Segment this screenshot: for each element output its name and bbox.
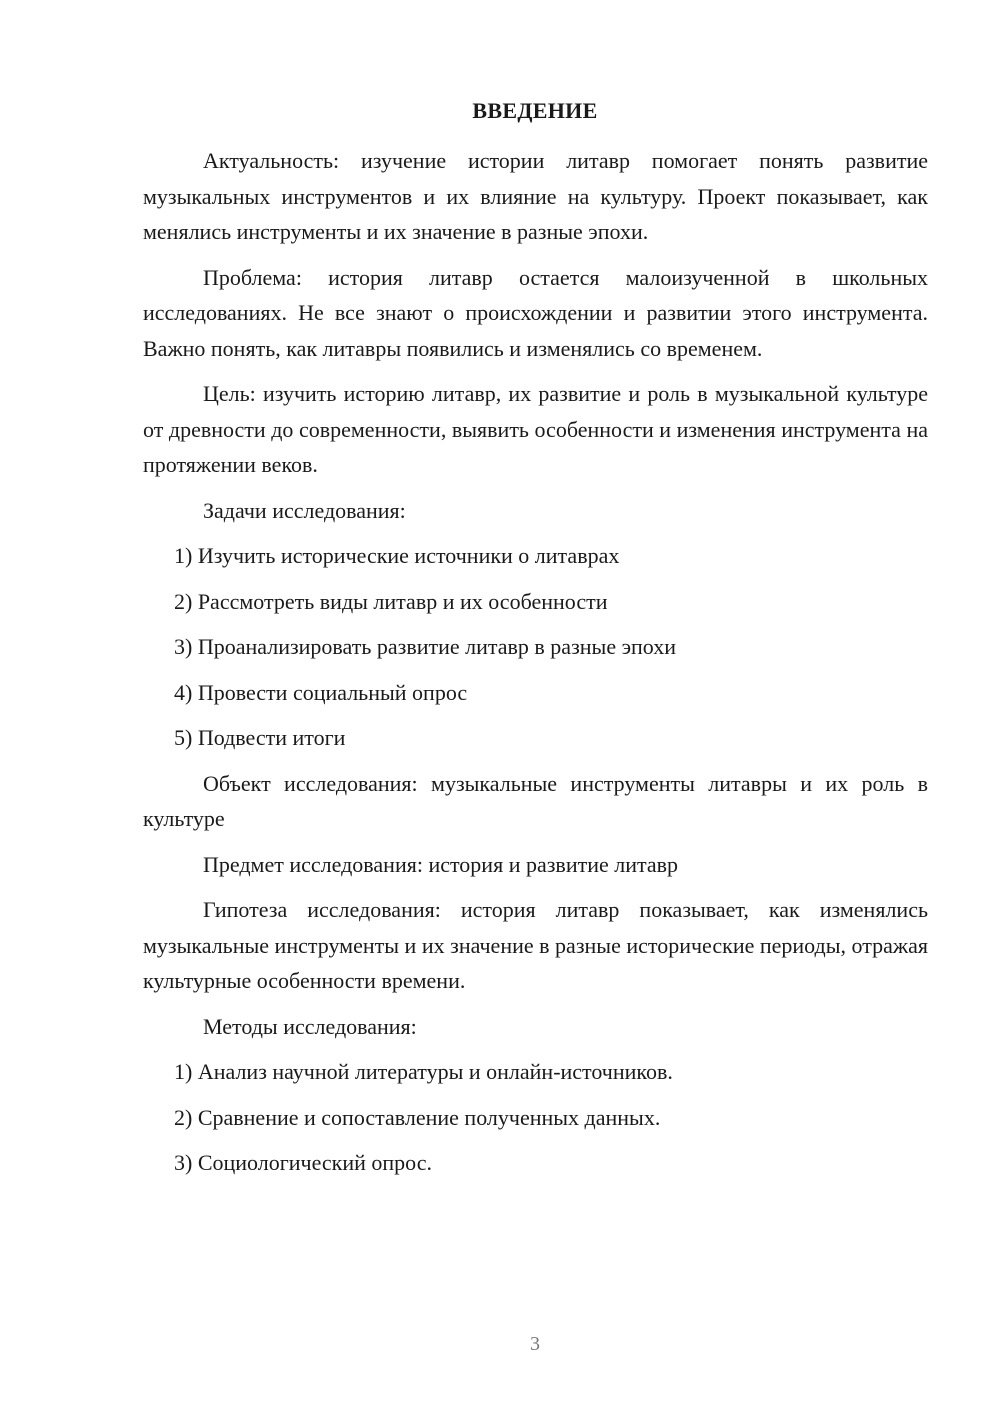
page-content: [143, 143, 928, 1191]
subject-paragraph: Предмет исследования: история и развитие литавр: [203, 851, 679, 877]
methods-list: [143, 1054, 928, 1181]
tasks-heading: Задачи исследования:: [203, 497, 406, 523]
tasks-list: [143, 538, 928, 756]
page-title: ВВЕДЕНИЕ: [472, 98, 598, 123]
list-item: 2) Сравнение и сопоставление полученных данных.: [174, 1104, 661, 1130]
relevance-paragraph: Актуальность: изучение истории литавр помогает понять развитие музыкальных инструментов и их влияние на культуру. Проект показывает, как менялись инструменты и их значение в разные эпохи.: [143, 148, 928, 244]
object-paragraph: Объект исследования: музыкальные инструменты литавры и их роль в культуре: [143, 770, 928, 831]
goal-paragraph: Цель: изучить историю литавр, их развитие и роль в музыкальной культуре от древности до современности, выявить особенности и изменения инструмента на протяжении веков.: [143, 381, 928, 477]
list-item: 1) Анализ научной литературы и онлайн-источников.: [174, 1059, 673, 1084]
list-item: 3) Социологический опрос.: [174, 1150, 432, 1175]
problem-paragraph: Проблема: история литавр остается малоизученной в школьных исследованиях. Не все знают о происхождении и развитии этого инструмента. Важно понять, как литавры появились и изменялись со временем.: [143, 264, 928, 361]
list-item: 5) Подвести итоги: [174, 725, 346, 750]
list-item: 4) Провести социальный опрос: [174, 679, 468, 705]
list-item: 3) Проанализировать развитие литавр в разные эпохи: [174, 634, 677, 659]
hypothesis-paragraph: Гипотеза исследования: история литавр показывает, как изменялись музыкальные инструменты и их значение в разные исторические периоды, отражая культурные особенности времени.: [143, 897, 928, 993]
list-item: 1) Изучить исторические источники о литаврах: [174, 543, 620, 568]
list-item: 2) Рассмотреть виды литавр и их особенности: [174, 588, 608, 614]
methods-heading: Методы исследования:: [203, 1013, 417, 1039]
page-number: 3: [530, 1333, 540, 1355]
